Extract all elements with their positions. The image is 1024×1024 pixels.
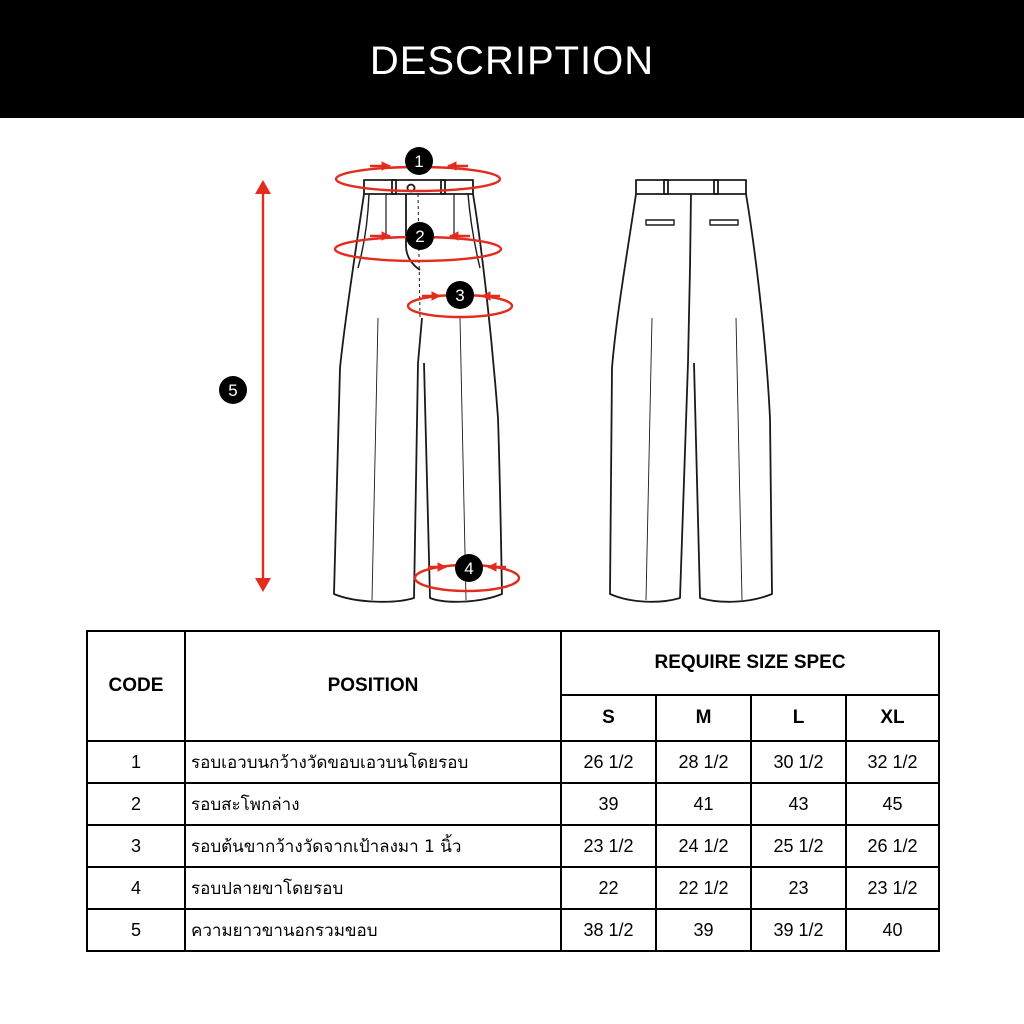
row-value-s: 39: [561, 783, 656, 825]
row-position: รอบต้นขากว้างวัดจากเป้าลงมา 1 นิ้ว: [185, 825, 561, 867]
size-header-m: M: [656, 695, 751, 741]
back-pants-drawing: [610, 180, 772, 602]
row-position: รอบปลายขาโดยรอบ: [185, 867, 561, 909]
row-position: ความยาวขานอกรวมขอบ: [185, 909, 561, 951]
row-value-l: 23: [751, 867, 846, 909]
row-code: 1: [87, 741, 185, 783]
row-value-m: 39: [656, 909, 751, 951]
row-code: 4: [87, 867, 185, 909]
row-value-m: 41: [656, 783, 751, 825]
row-value-l: 39 1/2: [751, 909, 846, 951]
marker-badge-3: [446, 281, 474, 309]
position-column-header: POSITION: [185, 631, 561, 741]
row-position: รอบสะโพกล่าง: [185, 783, 561, 825]
svg-text:4: 4: [464, 559, 474, 578]
row-value-m: 28 1/2: [656, 741, 751, 783]
measurement-guides: [255, 166, 519, 592]
table-row: [87, 867, 939, 909]
row-value-l: 25 1/2: [751, 825, 846, 867]
table-row: [87, 825, 939, 867]
row-value-m: 22 1/2: [656, 867, 751, 909]
marker-badge-2: [406, 222, 434, 250]
row-value-xl: 40: [846, 909, 939, 951]
row-value-xl: 32 1/2: [846, 741, 939, 783]
row-value-l: 30 1/2: [751, 741, 846, 783]
page-title: DESCRIPTION: [369, 38, 655, 83]
header-banner: [0, 0, 1024, 118]
row-value-xl: 45: [846, 783, 939, 825]
size-spec-group-header: REQUIRE SIZE SPEC: [561, 631, 939, 695]
pants-diagram: [0, 118, 1024, 623]
table-row: [87, 783, 939, 825]
row-code: 2: [87, 783, 185, 825]
row-value-l: 43: [751, 783, 846, 825]
table-row: [87, 909, 939, 951]
table-row: [87, 741, 939, 783]
row-value-xl: 26 1/2: [846, 825, 939, 867]
row-value-s: 22: [561, 867, 656, 909]
pants-illustration: [0, 118, 1024, 623]
row-value-s: 38 1/2: [561, 909, 656, 951]
size-header-xl: XL: [846, 695, 939, 741]
row-value-xl: 23 1/2: [846, 867, 939, 909]
size-header-l: L: [751, 695, 846, 741]
svg-text:5: 5: [228, 381, 238, 400]
size-spec-table: [86, 630, 940, 952]
svg-text:1: 1: [414, 152, 424, 171]
marker-badge-5: [219, 376, 247, 404]
size-header-s: S: [561, 695, 656, 741]
marker-badge-1: [405, 147, 433, 175]
row-code: 3: [87, 825, 185, 867]
svg-text:3: 3: [455, 286, 465, 305]
row-code: 5: [87, 909, 185, 951]
svg-text:2: 2: [415, 227, 425, 246]
row-value-s: 26 1/2: [561, 741, 656, 783]
row-value-m: 24 1/2: [656, 825, 751, 867]
row-position: รอบเอวบนกว้างวัดขอบเอวบนโดยรอบ: [185, 741, 561, 783]
marker-badge-4: [455, 554, 483, 582]
row-value-s: 23 1/2: [561, 825, 656, 867]
code-column-header: CODE: [87, 631, 185, 741]
